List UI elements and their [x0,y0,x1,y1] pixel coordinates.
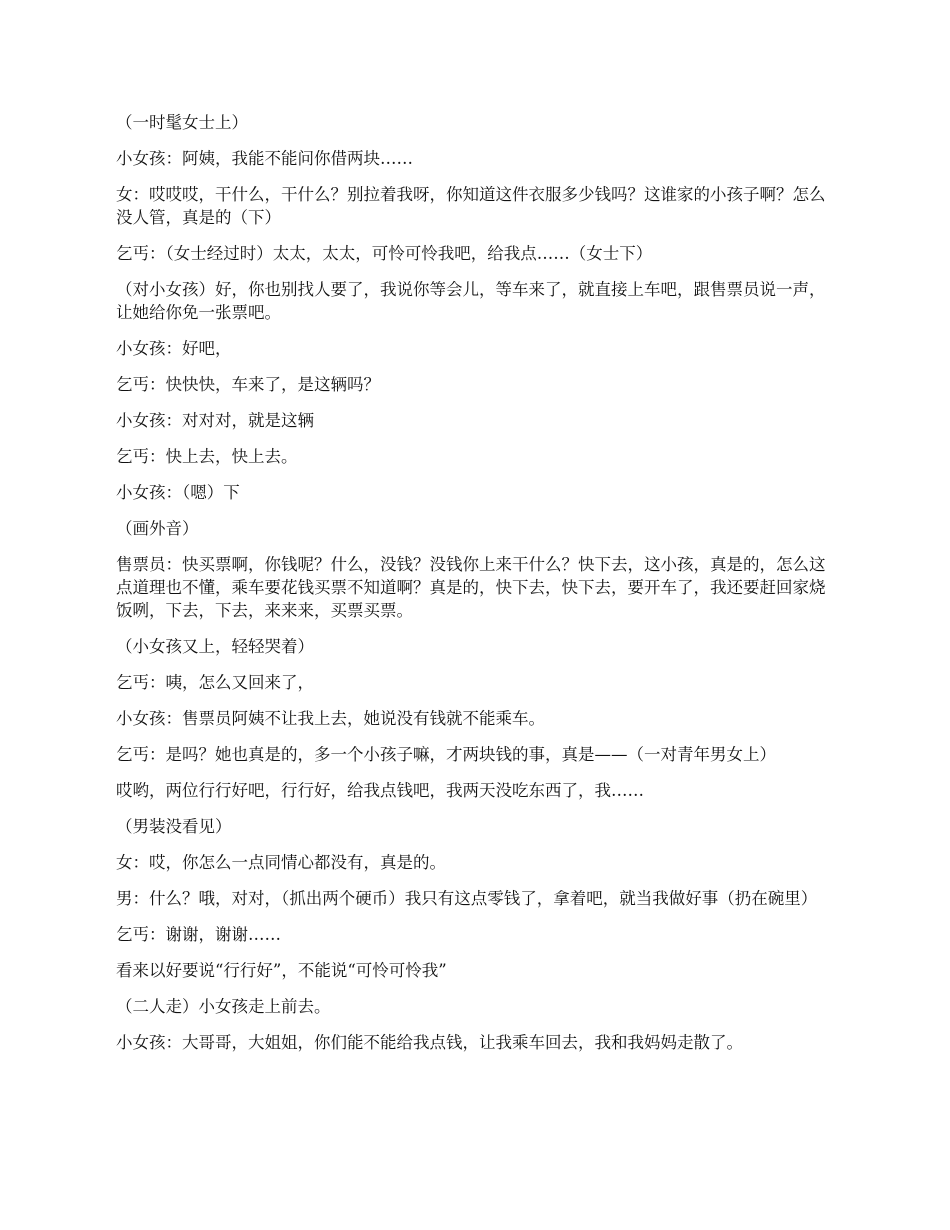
paragraph-dialogue: 乞丐：快快快，车来了，是这辆吗？ [116,375,380,394]
paragraph-dialogue: 小女孩：（嗯）下 [116,483,240,502]
paragraph-dialogue: 小女孩：阿姨，我能不能问你借两块…… [116,149,413,168]
paragraph-dialogue: 女：哎，你怎么一点同情心都没有，真是的。 [116,853,446,872]
paragraph-stage-direction: （男装没看见） [116,817,232,836]
paragraph-dialogue: 小女孩：售票员阿姨不让我上去，她说没有钱就不能乘车。 [116,709,545,728]
document-body [116,111,841,1067]
paragraph-stage-direction: （一时髦女士上） [116,113,248,132]
paragraph-dialogue: 小女孩：大哥哥，大姐姐，你们能不能给我点钱，让我乘车回去，我和我妈妈走散了。 [116,1033,743,1052]
paragraph-dialogue: 哎哟，两位行行好吧，行行好，给我点钱吧，我两天没吃东西了，我…… [116,781,644,800]
paragraph-dialogue: 乞丐：快上去，快上去。 [116,447,298,466]
paragraph-dialogue: 乞丐：谢谢，谢谢…… [116,925,281,944]
paragraph-dialogue: （对小女孩）好，你也别找人要了，我说你等会儿，等车来了，就直接上车吧，跟售票员说一声，让她给你免一张票吧。 [116,280,826,322]
paragraph-stage-direction: （二人走）小女孩走上前去。 [116,997,331,1016]
paragraph-dialogue: 乞丐：是吗？她也真是的，多一个小孩子嘛，才两块钱的事，真是——（一对青年男女上） [116,745,776,764]
paragraph-dialogue: 小女孩：对对对，就是这辆 [116,411,314,430]
paragraph-dialogue: 乞丐：（女士经过时）太太，太太，可怜可怜我吧，给我点……（女士下） [116,244,653,263]
paragraph-dialogue: 女：哎哎哎，干什么，干什么？别拉着我呀，你知道这件衣服多少钱吗？这谁家的小孩子啊？怎么没人管，真是的（下） [116,185,826,227]
paragraph-dialogue: 小女孩：好吧， [116,339,232,358]
paragraph-dialogue: 看来以好要说“行行好”，不能说“可怜可怜我” [116,961,447,980]
paragraph-dialogue: 男：什么？哦，对对，（抓出两个硬币）我只有这点零钱了，拿着吧，就当我做好事（扔在碗里） [116,889,818,908]
paragraph-dialogue: 售票员：快买票啊，你钱呢？什么，没钱？没钱你上来干什么？快下去，这小孩，真是的，怎么这点道理也不懂，乘车要花钱买票不知道啊？真是的，快下去，快下去，要开车了，我还要赶回家烧饭咧，下去，下去，来来来，买票买票。 [116,555,826,620]
paragraph-stage-direction: （画外音） [116,519,199,538]
paragraph-dialogue: 乞丐：咦，怎么又回来了， [116,673,314,692]
paragraph-stage-direction: （小女孩又上，轻轻哭着） [116,637,314,656]
